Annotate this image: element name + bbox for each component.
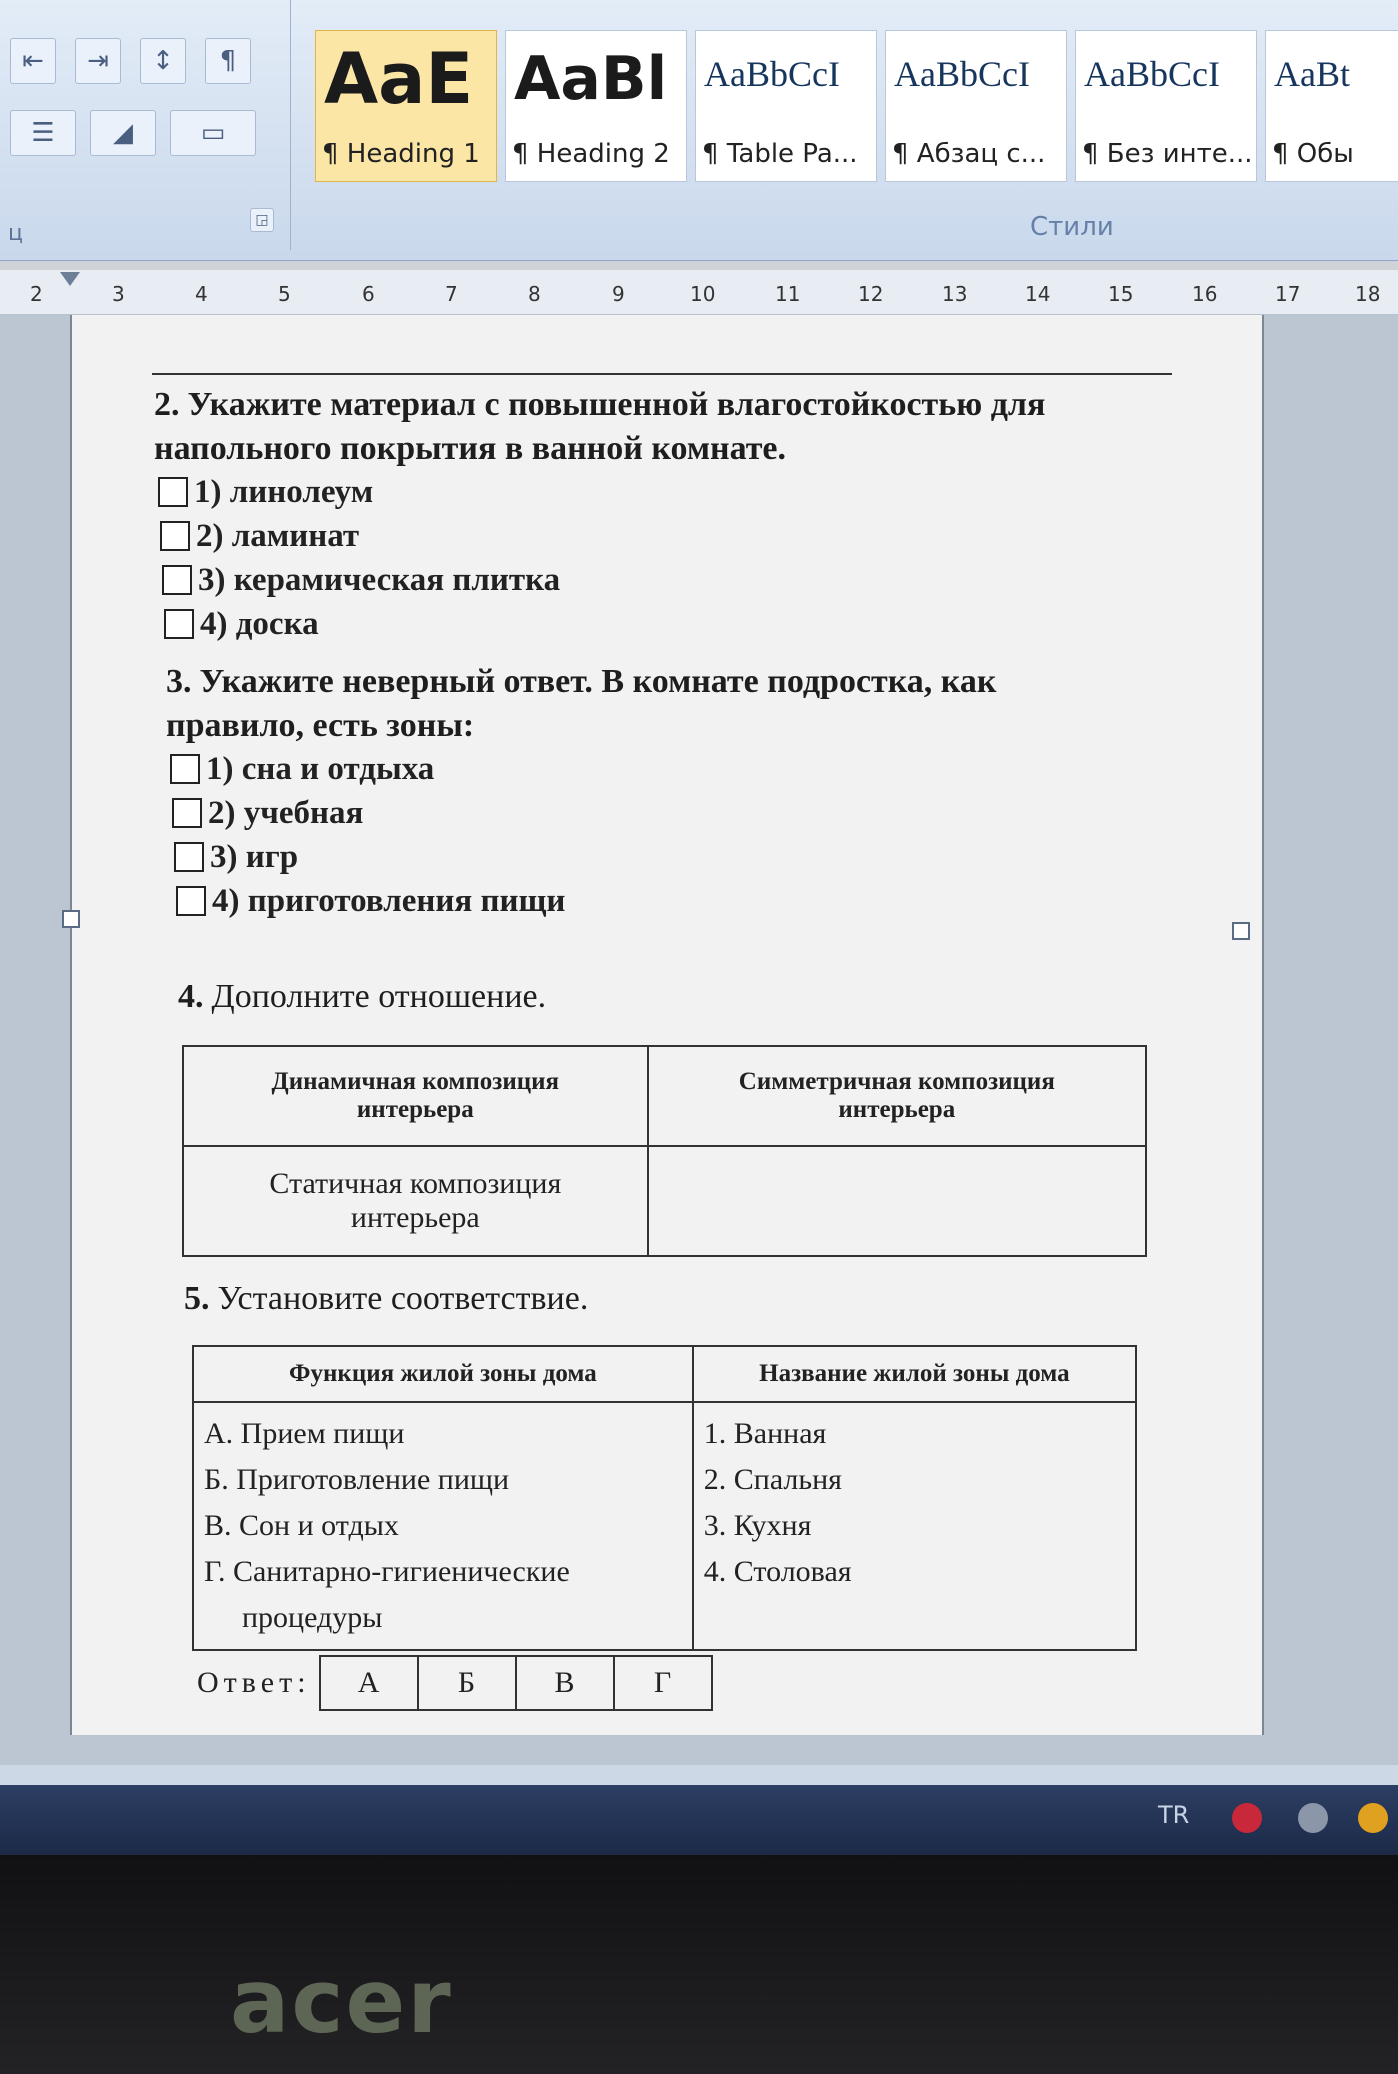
question-4 [178,975,546,1019]
question-text: Укажите неверный ответ. В комнате подростка, как [199,663,997,700]
checkbox[interactable] [160,521,190,551]
decrease-indent-button[interactable]: ⇤ [10,38,56,84]
flag-icon[interactable] [1358,1803,1388,1833]
borders-button[interactable]: ▭ [170,110,256,156]
question-number: 4. [178,978,204,1015]
ruler-number: 7 [445,282,458,306]
style-name: ¶ Table Pa... [702,139,858,169]
relation-cell-left [183,1146,648,1256]
function-item: Б. Приготовление пищи [204,1463,510,1496]
checkbox[interactable] [174,842,204,872]
question-5 [184,1277,588,1321]
horizontal-rule [152,373,1172,375]
relation-answer-cell[interactable] [648,1146,1146,1256]
function-item-continuation: процедуры [242,1601,383,1634]
q3-option-4[interactable] [176,880,565,922]
option-label: 1) линолеум [194,474,374,510]
style-sample: AaBbCcI [1084,54,1220,94]
header-text: интерьера [838,1096,956,1123]
shading-button[interactable]: ◢ [90,110,156,156]
style-heading-2[interactable] [505,30,687,182]
q3-option-3[interactable] [174,836,298,878]
ruler-number: 5 [278,282,291,306]
indent-marker-icon[interactable] [60,272,80,286]
pilcrow-button[interactable]: ¶ [205,38,251,84]
function-item: В. Сон и отдых [204,1509,399,1542]
style-sample: AaBt [1274,54,1350,94]
style-sample: AaBl [514,44,668,114]
style-name: ¶ Heading 2 [512,139,670,169]
style-name: ¶ Heading 1 [322,139,480,169]
option-label: 3) керамическая плитка [198,562,561,598]
q2-option-4[interactable] [164,603,319,645]
ruler-number: 2 [30,282,43,306]
answer-cell-b[interactable]: Б [417,1655,517,1711]
zones-cell [693,1402,1136,1650]
cell-text: интерьера [350,1201,480,1234]
styles-group-label: Стили [1030,212,1114,242]
answer-cell-v[interactable]: В [515,1655,615,1711]
ruler-number: 11 [775,282,801,306]
paragraph-group [0,0,291,250]
matching-table [192,1345,1137,1651]
document-page[interactable] [70,315,1264,1735]
answer-cell-g[interactable]: Г [613,1655,713,1711]
checkbox[interactable] [176,886,206,916]
ruler-number: 18 [1355,282,1381,306]
relation-header-right [648,1046,1146,1146]
q3-option-1[interactable] [170,748,434,790]
answer-row [197,1655,713,1711]
q2-option-3[interactable] [162,559,560,601]
resize-handle-left[interactable] [62,910,80,928]
taskbar [0,1785,1398,1855]
function-item: А. Прием пищи [204,1417,405,1450]
increase-indent-button[interactable]: ⇥ [75,38,121,84]
document-area [0,315,1398,1765]
ruler-number: 17 [1275,282,1301,306]
q2-option-1[interactable] [158,471,373,513]
question-number: 5. [184,1280,210,1317]
checkbox[interactable] [170,754,200,784]
q2-option-2[interactable] [160,515,359,557]
dialog-launcher-icon[interactable]: ◲ [250,208,274,232]
style-name: ¶ Без инте... [1082,139,1253,169]
ruler-number: 10 [690,282,716,306]
question-text: Укажите материал с повышенной влагостойкостью для [187,386,1046,423]
zone-item: 1. Ванная [703,1417,827,1450]
q3-option-2[interactable] [172,792,363,834]
question-2-line-2: напольного покрытия в ванной комнате. [154,430,786,467]
style-sample: AaBbCcI [894,54,1030,94]
zone-item: 2. Спальня [703,1463,842,1496]
status-bar [0,1765,1398,1785]
ribbon [0,0,1398,261]
sort-button[interactable]: ↕ [140,38,186,84]
zone-item: 4. Столовая [703,1555,852,1588]
ruler-number: 16 [1192,282,1218,306]
ruler-number: 12 [858,282,884,306]
question-text: Дополните отношение. [211,978,547,1015]
style-list-paragraph[interactable] [885,30,1067,182]
language-indicator[interactable]: TR [1158,1801,1190,1829]
option-label: 2) учебная [208,795,364,831]
style-name: ¶ Обы [1272,139,1354,169]
volume-icon[interactable] [1298,1803,1328,1833]
resize-handle-right[interactable] [1232,922,1250,940]
ruler-number: 15 [1108,282,1134,306]
style-name: ¶ Абзац с... [892,139,1046,169]
question-3-line-1 [166,660,996,704]
question-number: 3. [166,663,192,700]
zone-item: 3. Кухня [703,1509,812,1542]
laptop-bezel [0,1855,1398,2074]
question-text: Установите соответствие. [217,1280,589,1317]
relation-header-left [183,1046,648,1146]
ruler-number: 8 [528,282,541,306]
paragraph-group-label: ц [8,221,23,246]
header-text: Динамичная композиция [271,1068,560,1095]
line-spacing-button[interactable]: ☰ [10,110,76,156]
question-2-line-1 [154,383,1045,427]
option-label: 4) доска [200,606,319,642]
acer-logo: acer [230,1950,453,2053]
checkbox[interactable] [158,477,188,507]
horizontal-ruler[interactable] [0,270,1398,315]
style-sample: AaBbCcI [704,54,840,94]
ruler-number: 14 [1025,282,1051,306]
option-label: 3) игр [210,839,299,875]
answer-cell-a[interactable]: А [319,1655,419,1711]
relation-table [182,1045,1147,1257]
style-sample: AaE [324,39,474,119]
ruler-number: 4 [195,282,208,306]
functions-cell [193,1402,693,1650]
matching-header-left: Функция жилой зоны дома [193,1346,693,1402]
network-icon[interactable] [1232,1803,1262,1833]
checkbox[interactable] [164,609,194,639]
matching-header-right: Название жилой зоны дома [693,1346,1136,1402]
ruler-number: 3 [112,282,125,306]
function-item: Г. Санитарно-гигиенические [204,1555,570,1588]
styles-gallery [305,30,1398,190]
header-text: интерьера [356,1096,474,1123]
style-no-spacing[interactable] [1075,30,1257,182]
style-normal[interactable] [1265,30,1398,182]
ruler-number: 13 [942,282,968,306]
ruler-number: 9 [612,282,625,306]
cell-text: Статичная композиция [269,1167,562,1200]
option-label: 2) ламинат [196,518,360,554]
style-table-paragraph[interactable] [695,30,877,182]
option-label: 1) сна и отдыха [206,751,435,787]
checkbox[interactable] [162,565,192,595]
style-heading-1[interactable] [315,30,497,182]
answer-label: Ответ: [197,1666,311,1699]
ruler-number: 6 [362,282,375,306]
header-text: Симметричная композиция [738,1068,1055,1095]
question-number: 2. [154,386,180,423]
option-label: 4) приготовления пищи [212,883,566,919]
checkbox[interactable] [172,798,202,828]
question-3-line-2: правило, есть зоны: [166,707,475,744]
